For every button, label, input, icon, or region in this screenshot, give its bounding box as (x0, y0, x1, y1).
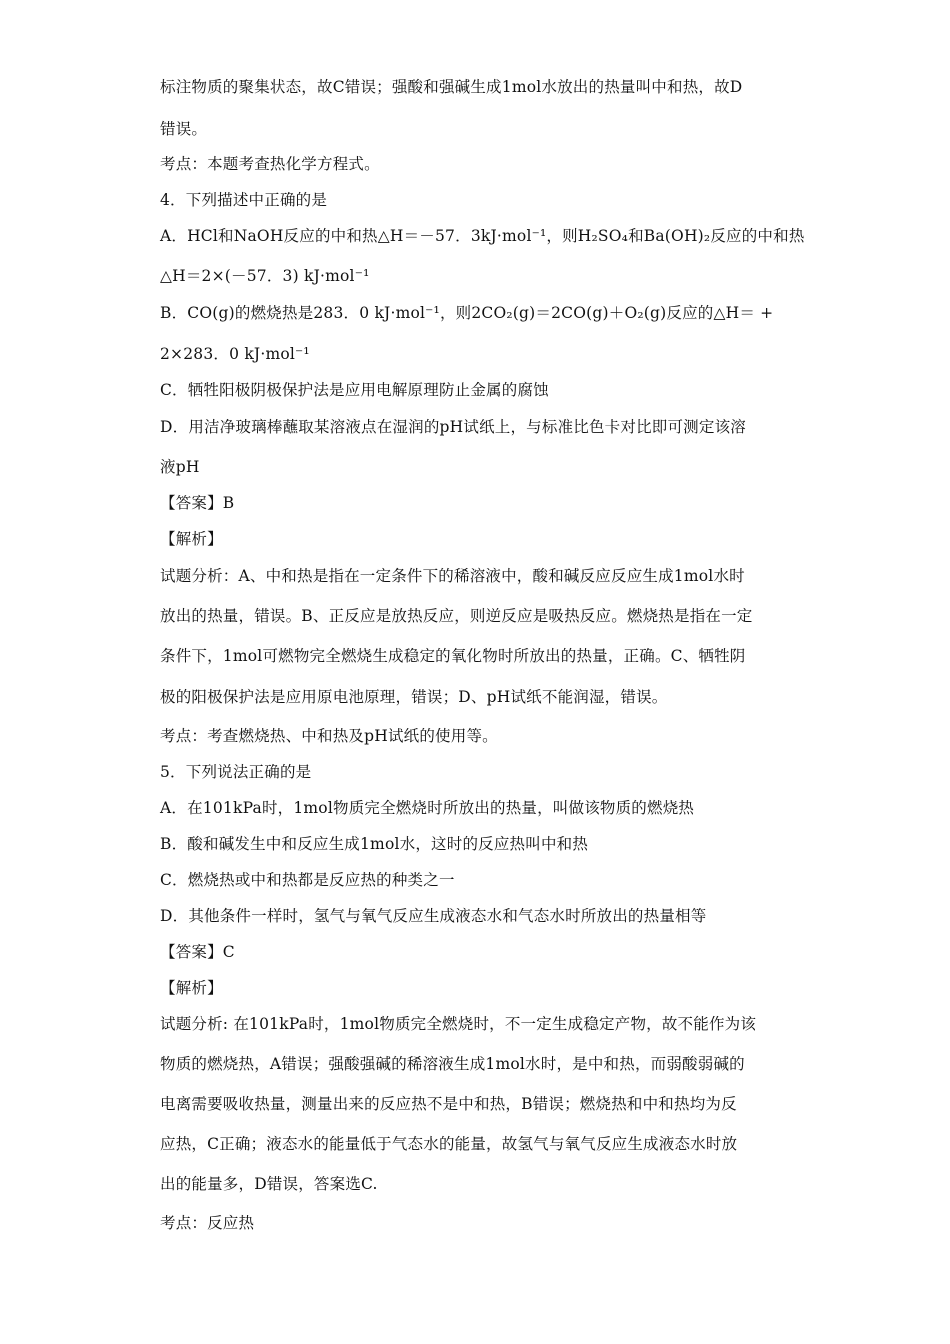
option-a-line-2: △H＝2×(－57．3) kJ·mol⁻¹ (160, 267, 370, 285)
kaodian-text: 考点：考查燃烧热、中和热及pH试纸的使用等。 (160, 727, 498, 745)
option-c: C．燃烧热或中和热都是反应热的种类之一 (160, 871, 455, 889)
analysis-text: 出的能量多，D错误，答案选C. (160, 1175, 378, 1193)
analysis-text: 物质的燃烧热，A错误；强酸强碱的稀溶液生成1mol水时，是中和热，而弱酸弱碱的 (160, 1055, 745, 1073)
analysis-text: 电离需要吸收热量，测量出来的反应热不是中和热，B错误；燃烧热和中和热均为反 (160, 1095, 737, 1113)
option-b-line-1: B．CO(g)的燃烧热是283．0 kJ·mol⁻¹，则2CO₂(g)＝2CO(g)＋O₂(g)反应的△H＝ + (160, 304, 774, 322)
answer-label: 【答案】B (160, 494, 235, 512)
analysis-text: 应热，C正确；液态水的能量低于气态水的能量，故氢气与氧气反应生成液态水时放 (160, 1135, 738, 1153)
analysis-text: 试题分析：A、中和热是指在一定条件下的稀溶液中，酸和碱反应反应生成1mol水时 (160, 567, 745, 585)
kaodian-text: 考点：反应热 (160, 1214, 255, 1232)
question-4-title: 4．下列描述中正确的是 (160, 191, 328, 209)
analysis-label: 【解析】 (160, 979, 223, 997)
text-line: 错误。 (160, 120, 208, 138)
option-a-line-1: A．HCl和NaOH反应的中和热△H＝－57．3kJ·mol⁻¹，则H₂SO₄和Ba(OH)₂反应的中和热 (160, 227, 805, 245)
option-d: D．其他条件一样时，氢气与氧气反应生成液态水和气态水时所放出的热量相等 (160, 907, 707, 925)
option-c: C．牺牲阳极阴极保护法是应用电解原理防止金属的腐蚀 (160, 381, 549, 399)
option-a: A．在101kPa时，1mol物质完全燃烧时所放出的热量，叫做该物质的燃烧热 (160, 799, 695, 817)
analysis-text: 试题分析: 在101kPa时，1mol物质完全燃烧时，不一定生成稳定产物，故不能作为该 (160, 1015, 757, 1033)
analysis-label: 【解析】 (160, 530, 223, 548)
option-d-line-1: D．用洁净玻璃棒蘸取某溶液点在湿润的pH试纸上，与标准比色卡对比即可测定该溶 (160, 418, 746, 436)
text-line: 考点：本题考查热化学方程式。 (160, 155, 380, 173)
question-5-title: 5．下列说法正确的是 (160, 763, 312, 781)
option-d-line-2: 液pH (160, 458, 200, 476)
analysis-text: 极的阳极保护法是应用原电池原理，错误；D、pH试纸不能润湿，错误。 (160, 688, 668, 706)
analysis-text: 条件下，1mol可燃物完全燃烧生成稳定的氧化物时所放出的热量，正确。C、牺牲阴 (160, 647, 746, 665)
text-line: 标注物质的聚集状态，故C错误；强酸和强碱生成1mol水放出的热量叫中和热，故D (160, 78, 743, 96)
analysis-text: 放出的热量，错误。B、正反应是放热反应，则逆反应是吸热反应。燃烧热是指在一定 (160, 607, 753, 625)
option-b-line-2: 2×283．0 kJ·mol⁻¹ (160, 345, 310, 363)
option-b: B．酸和碱发生中和反应生成1mol水，这时的反应热叫中和热 (160, 835, 589, 853)
answer-label: 【答案】C (160, 943, 235, 961)
